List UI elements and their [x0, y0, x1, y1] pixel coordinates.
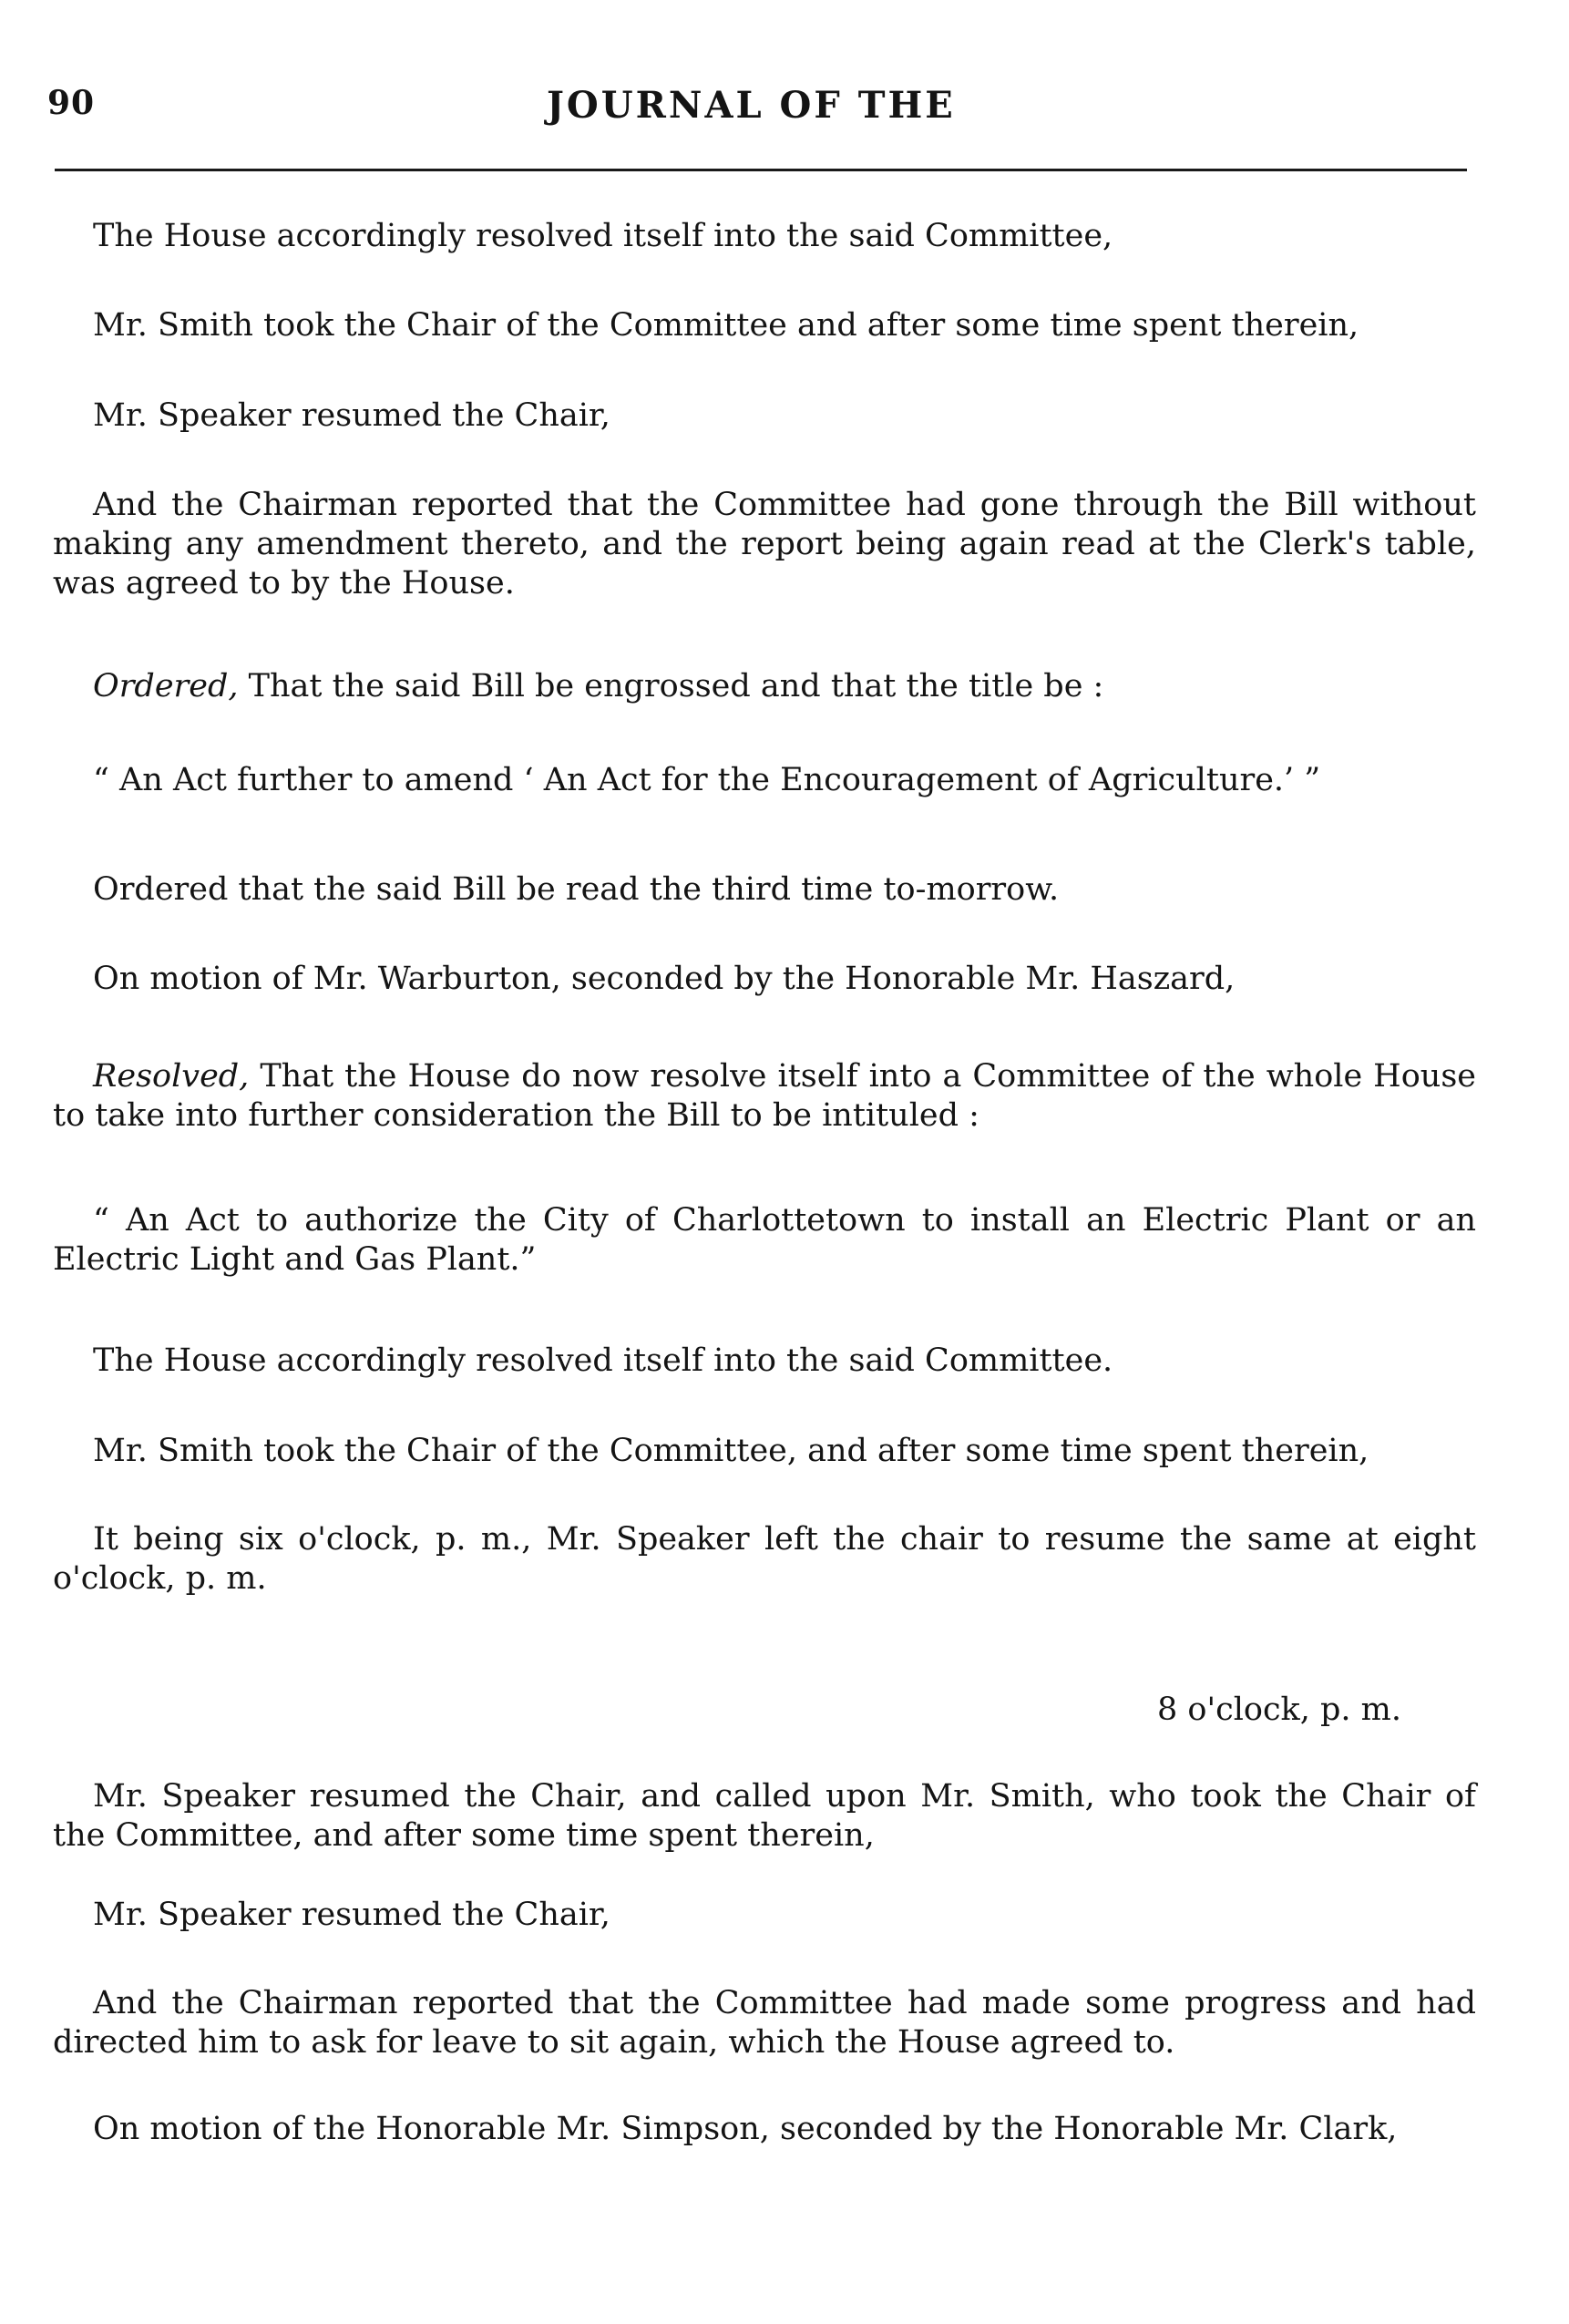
- time-heading: 8 o'clock, p. m.: [1157, 1692, 1401, 1728]
- resolved-lead: Resolved,: [93, 1058, 250, 1095]
- paragraph-5: Ordered, That the said Bill be engrossed and that the title be :: [93, 668, 1104, 704]
- paragraph-9: Resolved, That the House do now resolve itself into a Committee of the whole House to take into further consideration the Bill to be intituled :: [53, 1058, 1476, 1134]
- paragraph-1: The House accordingly resolved itself into the said Committee,: [93, 218, 1113, 254]
- paragraph-4: And the Chairman reported that the Committee had gone through the Bill without making any amendment thereto, and the report being again read at the Clerk's table, was agreed to by the House.: [53, 487, 1476, 602]
- page-number: 90: [47, 84, 96, 122]
- paragraph-12: Mr. Smith took the Chair of the Committee, and after some time spent therein,: [93, 1433, 1369, 1469]
- paragraph-6-bill-title: “ An Act further to amend ‘ An Act for the Encouragement of Agriculture.’ ”: [93, 762, 1321, 798]
- paragraph-16: Mr. Speaker resumed the Chair,: [93, 1897, 610, 1933]
- paragraph-8: On motion of Mr. Warburton, seconded by the Honorable Mr. Haszard,: [93, 961, 1236, 997]
- paragraph-13: It being six o'clock, p. m., Mr. Speaker left the chair to resume the same at eight o'clock, p. m.: [53, 1521, 1476, 1597]
- ordered-lead: Ordered,: [93, 668, 239, 704]
- paragraph-15: Mr. Speaker resumed the Chair, and called upon Mr. Smith, who took the Chair of the Committee, and after some time spent therein,: [53, 1778, 1476, 1854]
- running-title: JOURNAL OF THE: [547, 84, 956, 127]
- paragraph-7: Ordered that the said Bill be read the third time to-morrow.: [93, 871, 1060, 908]
- paragraph-17: And the Chairman reported that the Committee had made some progress and had directed him to ask for leave to sit again, which the House agreed to.: [53, 1985, 1476, 2061]
- paragraph-11: The House accordingly resolved itself into the said Committee.: [93, 1342, 1113, 1379]
- paragraph-18: On motion of the Honorable Mr. Simpson, seconded by the Honorable Mr. Clark,: [93, 2111, 1398, 2147]
- header-rule: [55, 169, 1467, 171]
- paragraph-2: Mr. Smith took the Chair of the Committee and after some time spent therein,: [93, 307, 1359, 344]
- paragraph-3: Mr. Speaker resumed the Chair,: [93, 397, 610, 434]
- paragraph-10-bill-title: “ An Act to authorize the City of Charlottetown to install an Electric Plant or an Electric Light and Gas Plant.”: [53, 1202, 1476, 1278]
- page-header: [47, 84, 1469, 139]
